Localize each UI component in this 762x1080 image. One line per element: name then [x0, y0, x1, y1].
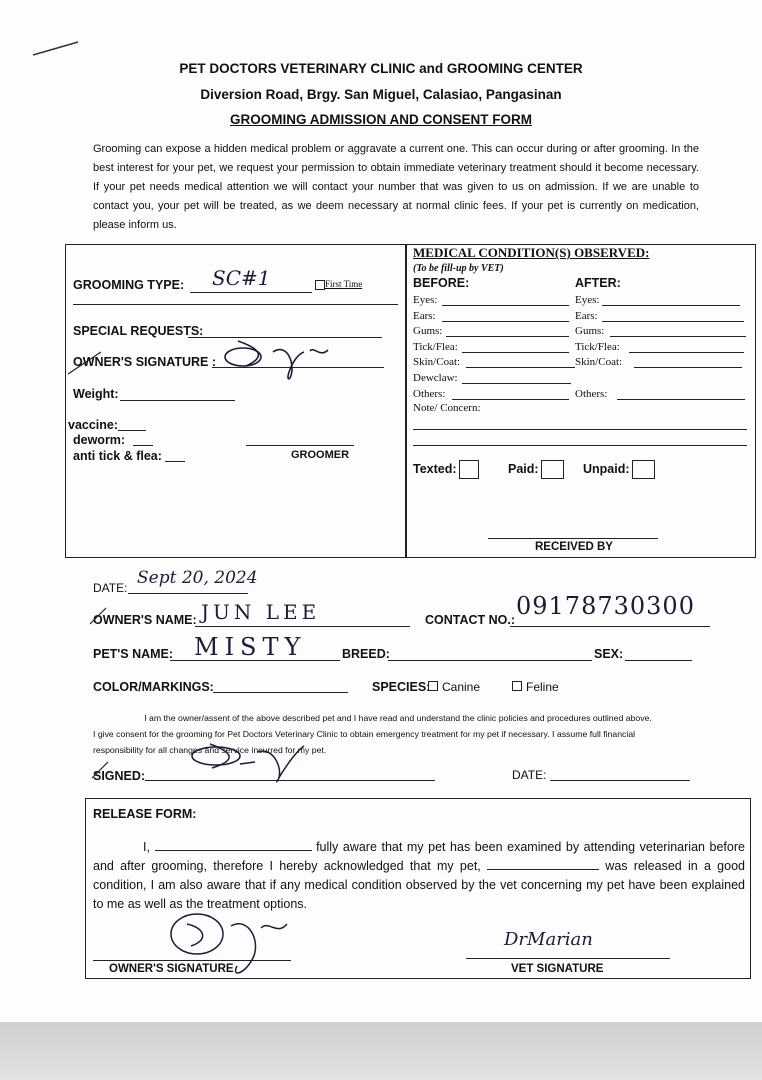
release-text-3: was released in a good condition, I am also aware that if any medical condition observed by the vet concerning my pet have been explained to me as well as the treatment options. — [93, 859, 745, 911]
release-pet-blank[interactable] — [487, 859, 599, 870]
date-value[interactable]: Sept 20, 2024 — [137, 568, 258, 588]
feline-label: Feline — [526, 680, 559, 694]
before-item-label: Skin/Coat: — [413, 356, 461, 369]
before-row[interactable] — [413, 294, 437, 306]
strike-mark — [88, 606, 108, 626]
texted-label: Texted: — [413, 461, 457, 476]
paid-field — [508, 460, 564, 479]
after-label: AFTER: — [575, 276, 621, 290]
paid-checkbox[interactable] — [541, 460, 564, 479]
before-item-label: Others: — [413, 387, 446, 400]
before-item-label: Dewclaw: — [413, 372, 458, 384]
consent-line-2: I give consent for the grooming for Pet Doctors Veterinary Clinic to obtain emergency treatment for my pet if necessary. I assume full financial — [93, 729, 636, 739]
first-time-checkbox[interactable] — [315, 280, 325, 290]
vet-fill-note: (To be fill-up by VET) — [413, 263, 504, 274]
texted-field — [413, 460, 479, 479]
canine-checkbox[interactable] — [428, 681, 438, 691]
paid-label: Paid: — [508, 461, 539, 476]
after-item-label: Tick/Flea: — [575, 340, 620, 353]
breed-label: BREED: — [342, 647, 390, 661]
clinic-address: Diversion Road, Brgy. San Miguel, Calasiao, Pangasinan — [200, 87, 562, 102]
first-time-option[interactable] — [315, 279, 362, 290]
canine-option[interactable] — [428, 680, 480, 694]
special-requests-label: SPECIAL REQUESTS: — [73, 324, 204, 338]
texted-checkbox[interactable] — [459, 460, 479, 479]
received-by-label: RECEIVED BY — [535, 541, 613, 553]
grooming-type-value[interactable]: SC#1 — [212, 266, 271, 290]
before-row[interactable] — [413, 341, 458, 353]
form-title: GROOMING ADMISSION AND CONSENT FORM — [230, 112, 532, 127]
color-markings-label: COLOR/MARKINGS: — [93, 680, 214, 694]
release-paragraph — [93, 838, 745, 914]
after-row[interactable] — [575, 388, 607, 400]
release-text-2: fully aware that my pet has been examined by attending veterinarian before and after grooming, therefore I hereby acknowledged that my pet, — [93, 840, 745, 873]
date-label: DATE: — [93, 581, 128, 595]
contact-value[interactable]: 09178730300 — [516, 592, 695, 620]
pen-mark — [30, 38, 82, 60]
after-row[interactable] — [575, 294, 599, 306]
release-title: RELEASE FORM: — [93, 807, 197, 821]
before-row[interactable] — [413, 356, 460, 368]
vet-signature-caption: VET SIGNATURE — [511, 963, 604, 975]
owner-name-value[interactable]: JUN LEE — [201, 600, 321, 624]
after-row[interactable] — [575, 341, 620, 353]
weight-label: Weight: — [73, 387, 119, 401]
canine-label: Canine — [442, 680, 481, 694]
before-item-label: Eyes: — [413, 294, 438, 306]
first-time-label: First Time — [325, 279, 363, 289]
pet-name-value[interactable]: MISTY — [194, 633, 307, 661]
after-item-label: Eyes: — [575, 294, 600, 306]
note-label: Note/ Concern: — [413, 402, 481, 414]
after-item-label: Skin/Coat: — [575, 356, 623, 369]
intro-paragraph: Grooming can expose a hidden medical problem or aggravate a current one. This can occur during or after grooming. In the best interest for your pet, we request your permission to obtain immediate veterinary treatment should it become necessary. If your pet needs medical attention we will contact your number that was given to us on admission. If we are unable to contact you, your pet will be treated, as we deem necessary at normal clinic fees. If your pet is currently on medication, please inform us. — [93, 143, 699, 231]
before-row[interactable] — [413, 325, 442, 337]
scan-shadow — [0, 1022, 762, 1080]
consent-line-1: I am the owner/assent of the above described pet and I have read and understand the clinic policies and procedures outlined above. — [144, 713, 652, 723]
vet-signature-value[interactable]: DrMarian — [504, 929, 593, 950]
clinic-name: PET DOCTORS VETERINARY CLINIC and GROOMING CENTER — [179, 61, 583, 76]
feline-option[interactable] — [512, 680, 559, 694]
strike-mark — [65, 348, 105, 378]
owner-signature-caption: OWNER'S SIGNATURE — [109, 963, 234, 975]
after-row[interactable] — [575, 310, 598, 322]
vaccine-label: vaccine: — [68, 418, 119, 432]
before-item-label: Gums: — [413, 325, 443, 338]
grooming-type-label: GROOMING TYPE: — [73, 278, 185, 292]
after-item-label: Ears: — [575, 309, 598, 322]
after-item-label: Gums: — [575, 325, 605, 338]
before-item-label: Tick/Flea: — [413, 340, 458, 353]
signed-label: SIGNED: — [93, 769, 146, 783]
strike-mark — [90, 760, 110, 780]
after-row[interactable] — [575, 356, 622, 368]
deworm-label: deworm: — [73, 433, 126, 447]
before-row[interactable] — [413, 372, 458, 384]
owner-name-label: OWNER'S NAME: — [93, 613, 197, 627]
consent-signature-scrawl — [180, 738, 320, 796]
unpaid-checkbox[interactable] — [632, 460, 655, 479]
unpaid-label: Unpaid: — [583, 461, 630, 476]
consent-date-label: DATE: — [512, 768, 547, 782]
after-row[interactable] — [575, 325, 604, 337]
unpaid-field — [583, 460, 655, 479]
before-item-label: Ears: — [413, 309, 436, 322]
owner-signature-label: OWNER'S SIGNATURE : — [73, 355, 217, 369]
consent-line-3: responsibility for all changes and service incurred for my pet. — [93, 745, 327, 755]
release-text-1: I, — [143, 840, 150, 854]
box-divider — [405, 245, 407, 557]
feline-checkbox[interactable] — [512, 681, 522, 691]
species-label: SPECIES: — [372, 680, 431, 694]
before-row[interactable] — [413, 310, 436, 322]
groomer-label: GROOMER — [291, 449, 350, 461]
sex-label: SEX: — [594, 647, 624, 661]
release-name-blank[interactable] — [155, 840, 312, 851]
before-label: BEFORE: — [413, 276, 470, 290]
antitick-label: anti tick & flea: — [73, 449, 162, 463]
before-row[interactable] — [413, 388, 445, 400]
pet-name-label: PET'S NAME: — [93, 647, 174, 661]
owner-signature-scrawl — [218, 336, 338, 386]
contact-label: CONTACT NO.: — [425, 613, 516, 627]
after-item-label: Others: — [575, 387, 608, 400]
medical-condition-title: MEDICAL CONDITION(S) OBSERVED: — [413, 245, 650, 260]
